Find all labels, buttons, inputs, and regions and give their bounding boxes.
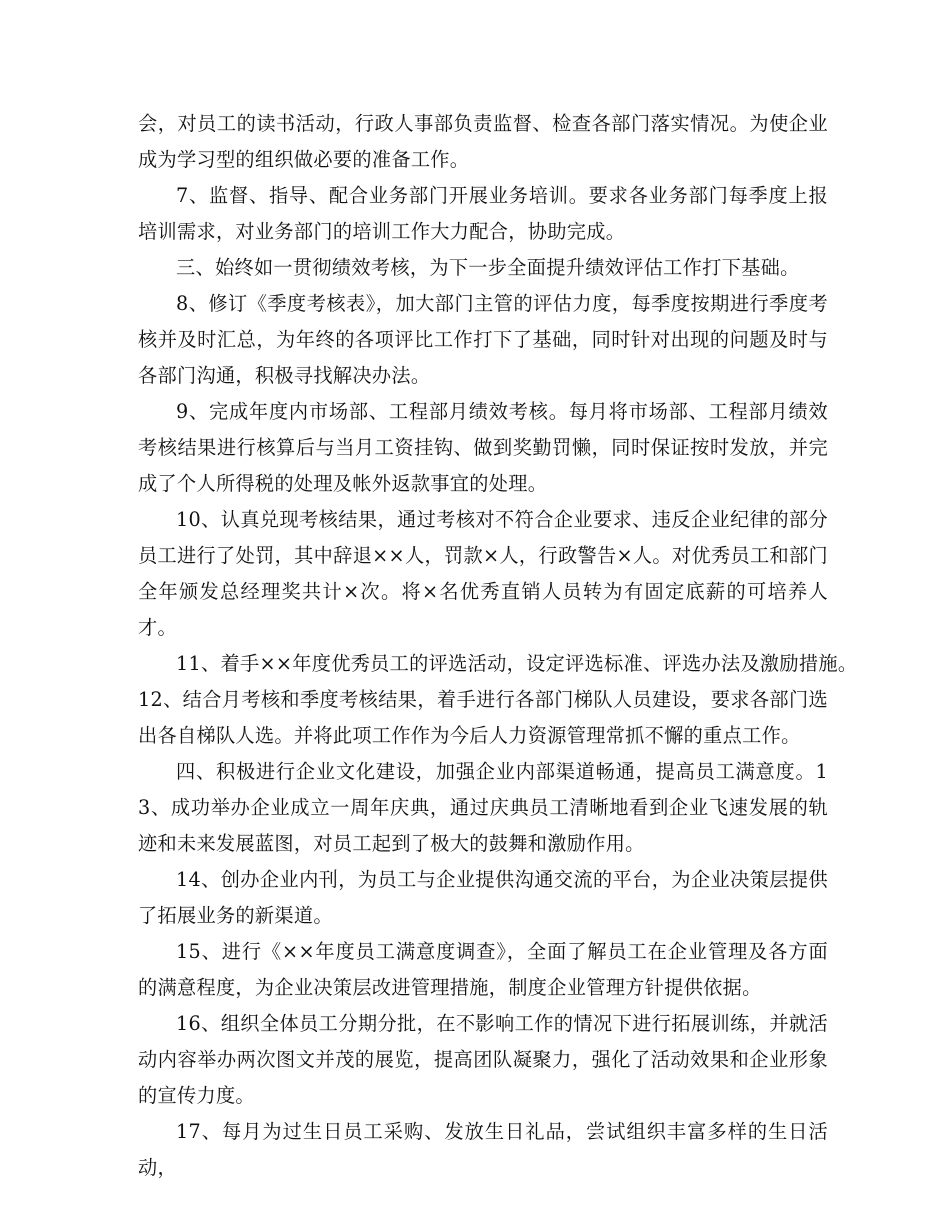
paragraph-item-16: 16、组织全体员工分期分批，在不影响工作的情况下进行拓展训练，并就活动内容举办两次图文并茂的展览，提高团队凝聚力，强化了活动效果和企业形象的宣传力度。 [138,1012,828,1107]
section-heading-4: 四、积极进行企业文化建设，加强企业内部渠道畅通，提高员工满意度。13、成功举办企业成立一周年庆典，通过庆典员工清晰地看到企业飞速发展的轨迹和未来发展蓝图，对员工起到了极大的鼓舞和激励作用。 [138,760,828,855]
section-heading-3: 三、始终如一贯彻绩效考核，为下一步全面提升绩效评估工作打下基础。 [176,256,800,279]
paragraph-item-12: 12、结合月考核和季度考核结果，着手进行各部门梯队人员建设，要求各部门选出各自梯队人选。并将此项工作作为今后人力资源管理常抓不懈的重点工作。 [138,688,828,747]
paragraph-item-8: 8、修订《季度考核表》，加大部门主管的评估力度，每季度按期进行季度考核并及时汇总，为年终的各项评比工作打下了基础，同时针对出现的问题及时与各部门沟通，积极寻找解决办法。 [138,292,828,387]
paragraph-continuation: 会，对员工的读书活动，行政人事部负责监督、检查各部门落实情况。为使企业成为学习型的组织做必要的准备工作。 [138,112,828,171]
paragraph-item-15: 15、进行《××年度员工满意度调查》，全面了解员工在企业管理及各方面的满意程度，为企业决策层改进管理措施，制度企业管理方针提供依据。 [138,940,828,999]
paragraph-item-9: 9、完成年度内市场部、工程部月绩效考核。每月将市场部、工程部月绩效考核结果进行核算后与当月工资挂钩、做到奖勤罚懒，同时保证按时发放，并完成了个人所得税的处理及帐外返款事宜的处理。 [138,400,828,495]
paragraph-item-10: 10、认真兑现考核结果，通过考核对不符合企业要求、违反企业纪律的部分员工进行了处罚，其中辞退××人，罚款×人，行政警告×人。对优秀员工和部门全年颁发总经理奖共计×次。将×名优秀直销人员转为有固定底薪的可培养人才。 [138,508,828,639]
document-body [138,106,858,1186]
paragraph-item-11: 11、着手××年度优秀员工的评选活动，设定评选标准、评选办法及激励措施。 [176,652,858,675]
paragraph-item-14: 14、创办企业内刊，为员工与企业提供沟通交流的平台，为企业决策层提供了拓展业务的新渠道。 [138,868,828,927]
paragraph-item-7: 7、监督、指导、配合业务部门开展业务培训。要求各业务部门每季度上报培训需求，对业务部门的培训工作大力配合，协助完成。 [138,184,828,243]
paragraph-item-17: 17、每月为过生日员工采购、发放生日礼品，尝试组织丰富多样的生日活动， [138,1120,828,1179]
